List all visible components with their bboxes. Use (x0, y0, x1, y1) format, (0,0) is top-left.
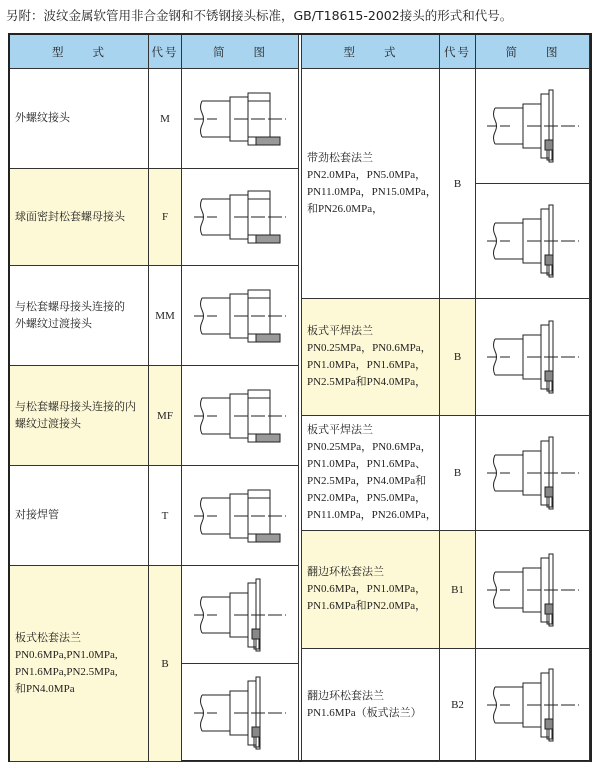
diagram-cell (182, 366, 299, 466)
type-cell (302, 69, 440, 299)
cell-text: B1 (451, 583, 464, 596)
code-cell (440, 69, 476, 299)
cell-text: 外螺纹过渡接头 (15, 317, 92, 330)
type-cell (302, 531, 440, 649)
cell-text: 外螺纹接头 (15, 112, 70, 124)
cell-text: 和PN26.0MPa， (307, 202, 384, 215)
cell-text: 型 式 (343, 44, 398, 59)
type-cell (10, 266, 149, 366)
cell-text: PN2.5MPa和PN4.0MPa， (307, 376, 427, 388)
cell-text: MF (157, 409, 173, 422)
header-type-right (302, 35, 440, 69)
cell-text: PN2.0MPa，PN5.0MPa， (307, 168, 427, 181)
code-cell (149, 69, 182, 169)
cell-text: B (453, 467, 462, 479)
header-diagram-right (476, 35, 590, 69)
cell-text: PN1.6MPa和PN2.0MPa， (307, 600, 427, 612)
cell-text: PN1.0MPa，PN1.6MPa， (307, 359, 427, 371)
male-adapter-diagram-icon (190, 276, 290, 356)
page-title: 另附：波纹金属软管用非合金钢和不锈钢接头标准，GB/T18615-2002接头的形式和代号。 (6, 8, 513, 23)
cell-text: PN2.0MPa，PN5.0MPa， (307, 492, 427, 504)
diagram-cell (182, 266, 299, 366)
diagram-cell (182, 69, 299, 169)
cell-text: PN0.25MPa，PN0.6MPa， (307, 441, 432, 453)
type-cell (302, 649, 440, 762)
cell-text: 与松套螺母接头连接的 (15, 300, 125, 313)
cell-text: PN0.25MPa，PN0.6MPa， (307, 342, 432, 354)
cell-text: PN0.6MPa，PN1.0MPa， (307, 583, 427, 595)
header-code (149, 35, 182, 69)
type-cell (302, 299, 440, 416)
cell-text: 代号 (151, 44, 179, 59)
diagram-cell (182, 466, 299, 566)
cell-text: PN2.5MPa，PN4.0MPa和 (307, 475, 427, 487)
cell-text: F (161, 211, 169, 223)
cell-text: 型 式 (52, 44, 106, 59)
cell-text: 与松套螺母接头连接的内 (15, 400, 136, 413)
diagram-cell (476, 299, 590, 416)
cell-text: 板式平焊法兰 (307, 325, 373, 337)
diagram-cell (182, 566, 299, 664)
header-code-right (440, 35, 476, 69)
swivel-nut-diagram-icon (190, 177, 290, 257)
code-cell (149, 266, 182, 366)
cell-text: PN1.6MPa（板式法兰） (307, 707, 422, 719)
diagram-cell (476, 69, 590, 184)
lap-flange-diagram-icon (483, 550, 583, 630)
code-cell (149, 466, 182, 566)
lap-flange-diagram-icon (483, 665, 583, 745)
cell-text: 简 图 (505, 44, 560, 59)
diagram-cell (476, 416, 590, 531)
header-type (10, 35, 149, 69)
type-cell (10, 466, 149, 566)
cell-text: 对接焊管 (15, 509, 59, 521)
slip-on-flange-diagram-icon (483, 433, 583, 513)
cell-text: 翻边环松套法兰 (307, 690, 384, 702)
header-diagram (182, 35, 299, 69)
code-cell (440, 416, 476, 531)
cell-text: 带劲松套法兰 (307, 151, 373, 164)
cell-text: B (453, 351, 462, 363)
diagram-cell (476, 649, 590, 762)
cell-text: 和PN4.0MPa (15, 682, 75, 695)
cell-text: PN11.0MPa，PN15.0MPa， (307, 185, 437, 198)
female-adapter-diagram-icon (190, 376, 290, 456)
diagram-cell (182, 169, 299, 266)
cell-text: 螺纹过渡接头 (15, 417, 81, 430)
diagram-cell (476, 531, 590, 649)
cell-text: B (161, 657, 169, 670)
cell-text: 板式松套法兰 (15, 631, 81, 644)
cell-text: PN1.0MPa，PN1.6MPa、 (307, 458, 427, 470)
fitting-table (8, 33, 592, 762)
cell-text: 代号 (444, 44, 471, 59)
code-cell (440, 299, 476, 416)
cell-text: PN1.6MPa,PN2.5MPa, (15, 665, 118, 678)
type-cell (10, 169, 149, 266)
neck-flange-diagram-icon (483, 201, 583, 281)
loose-flange-diagram-icon (190, 575, 290, 655)
cell-text: 球面密封松套螺母接头 (15, 210, 125, 223)
code-cell (440, 531, 476, 649)
weld-pipe-diagram-icon (190, 476, 290, 556)
type-cell (302, 416, 440, 531)
loose-flange-diagram-icon (190, 673, 290, 753)
slip-on-flange-diagram-icon (483, 317, 583, 397)
male-thread-diagram-icon (190, 79, 290, 159)
cell-text: 简 图 (213, 44, 267, 59)
cell-text: T (161, 509, 169, 522)
cell-text: PN0.6MPa,PN1.0MPa, (15, 648, 118, 661)
neck-flange-diagram-icon (483, 86, 583, 166)
cell-text: 板式平焊法兰 (307, 424, 373, 436)
code-cell (440, 649, 476, 762)
cell-text: B (453, 177, 462, 190)
diagram-cell (476, 184, 590, 299)
code-cell (149, 169, 182, 266)
cell-text: PN11.0MPa，PN26.0MPa， (307, 509, 437, 521)
type-cell (10, 69, 149, 169)
cell-text: MM (155, 309, 175, 322)
code-cell (149, 366, 182, 466)
cell-text: 翻边环松套法兰 (307, 566, 384, 578)
code-cell (149, 566, 182, 762)
type-cell (10, 366, 149, 466)
cell-text: B2 (451, 699, 464, 711)
diagram-cell (182, 664, 299, 762)
cell-text: M (160, 112, 170, 125)
type-cell (10, 566, 149, 762)
